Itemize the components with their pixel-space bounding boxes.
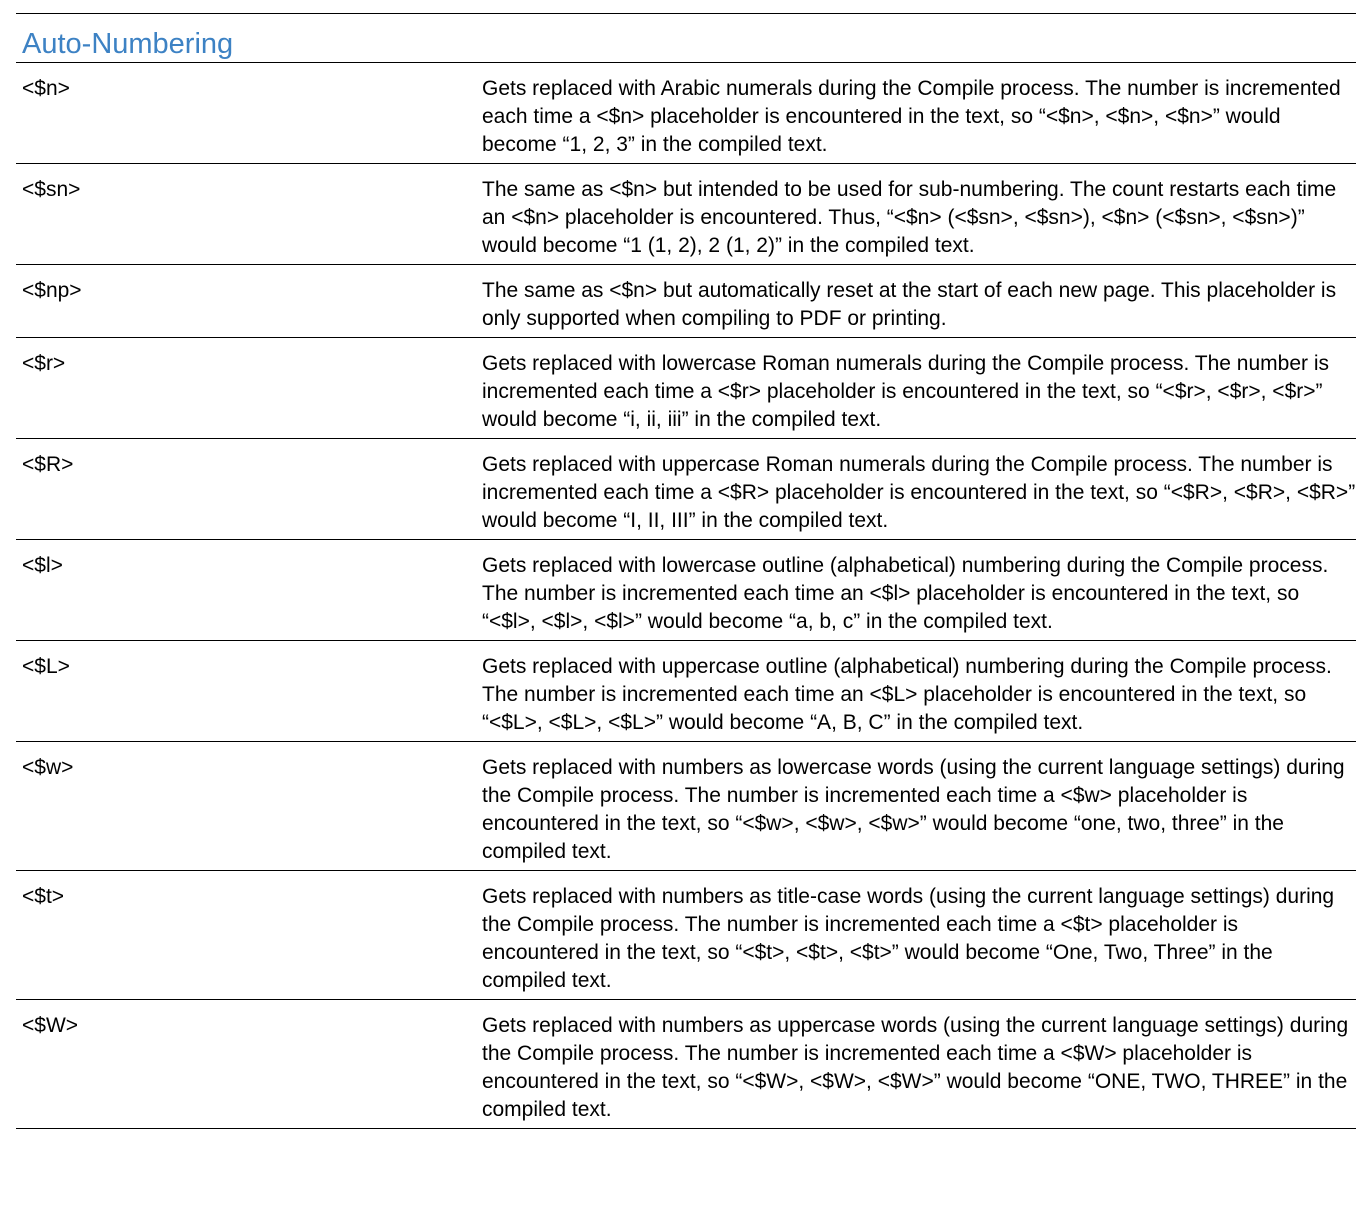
placeholder-code: <$sn>	[22, 178, 81, 201]
table-row	[16, 641, 1356, 742]
placeholder-description: Gets replaced with lowercase Roman numerals during the Compile process. The number is incremented each time a <$r> placeholder is encountered in the text, so “<$r>, <$r>, <$r>” would become “i, ii, iii” in the compiled text.	[482, 352, 1330, 431]
placeholder-code: <$W>	[22, 1014, 79, 1037]
table-row	[16, 540, 1356, 641]
placeholder-code: <$n>	[22, 77, 70, 100]
placeholder-description: Gets replaced with numbers as uppercase words (using the current language settings) during the Compile process. The number is incremented each time a <$W> placeholder is encountered in the text, so “<$W>, <$W>, <$W>” would become “ONE, TWO, THREE” in the compiled text.	[482, 1014, 1349, 1121]
placeholder-description: Gets replaced with uppercase outline (alphabetical) numbering during the Compile process. The number is incremented each time an <$L> placeholder is encountered in the text, so “<$L>, <$L>, <$L>” would become “A, B, C” in the compiled text.	[482, 655, 1332, 734]
table-row	[16, 338, 1356, 439]
placeholder-code: <$r>	[22, 352, 66, 375]
placeholder-description: The same as <$n> but automatically reset at the start of each new page. This placeholder is only supported when compiling to PDF or printing.	[482, 279, 1337, 330]
placeholder-code: <$R>	[22, 453, 74, 476]
placeholder-description: Gets replaced with uppercase Roman numerals during the Compile process. The number is incremented each time a <$R> placeholder is encountered in the text, so “<$R>, <$R>, <$R>” would become “I, II, III” in the compiled text.	[482, 453, 1356, 532]
table-row	[16, 742, 1356, 871]
placeholder-table	[16, 62, 1356, 1129]
placeholder-description: Gets replaced with lowercase outline (alphabetical) numbering during the Compile process. The number is incremented each time an <$l> placeholder is encountered in the text, so “<$l>, <$l>, <$l>” would become “a, b, c” in the compiled text.	[482, 554, 1329, 633]
table-row	[16, 265, 1356, 338]
table-row	[16, 164, 1356, 265]
placeholder-code: <$np>	[22, 279, 82, 302]
table-row	[16, 871, 1356, 1000]
placeholder-description: Gets replaced with numbers as title-case words (using the current language settings) during the Compile process. The number is incremented each time a <$t> placeholder is encountered in the text, so “<$t>, <$t>, <$t>” would become “One, Two, Three” in the compiled text.	[482, 885, 1335, 992]
table-row	[16, 63, 1356, 164]
table-row	[16, 439, 1356, 540]
placeholder-description: Gets replaced with Arabic numerals during the Compile process. The number is incremented each time a <$n> placeholder is encountered in the text, so “<$n>, <$n>, <$n>” would become “1, 2, 3” in the compiled text.	[482, 77, 1341, 156]
placeholder-code: <$l>	[22, 554, 63, 577]
table-row	[16, 1000, 1356, 1129]
section-title: Auto-Numbering	[22, 28, 234, 60]
placeholder-code: <$w>	[22, 756, 74, 779]
placeholder-code: <$t>	[22, 885, 65, 908]
placeholder-description: The same as <$n> but intended to be used for sub-numbering. The count restarts each time an <$n> placeholder is encountered. Thus, “<$n> (<$sn>, <$sn>), <$n> (<$sn>, <$sn>)” would become “1 (1, 2), 2 (1, 2)” in the compiled text.	[482, 178, 1337, 257]
placeholder-description: Gets replaced with numbers as lowercase words (using the current language settings) during the Compile process. The number is incremented each time a <$w> placeholder is encountered in the text, so “<$w>, <$w>, <$w>” would become “one, two, three” in the compiled text.	[482, 756, 1345, 863]
placeholder-code: <$L>	[22, 655, 70, 678]
document-page	[16, 13, 1356, 1129]
